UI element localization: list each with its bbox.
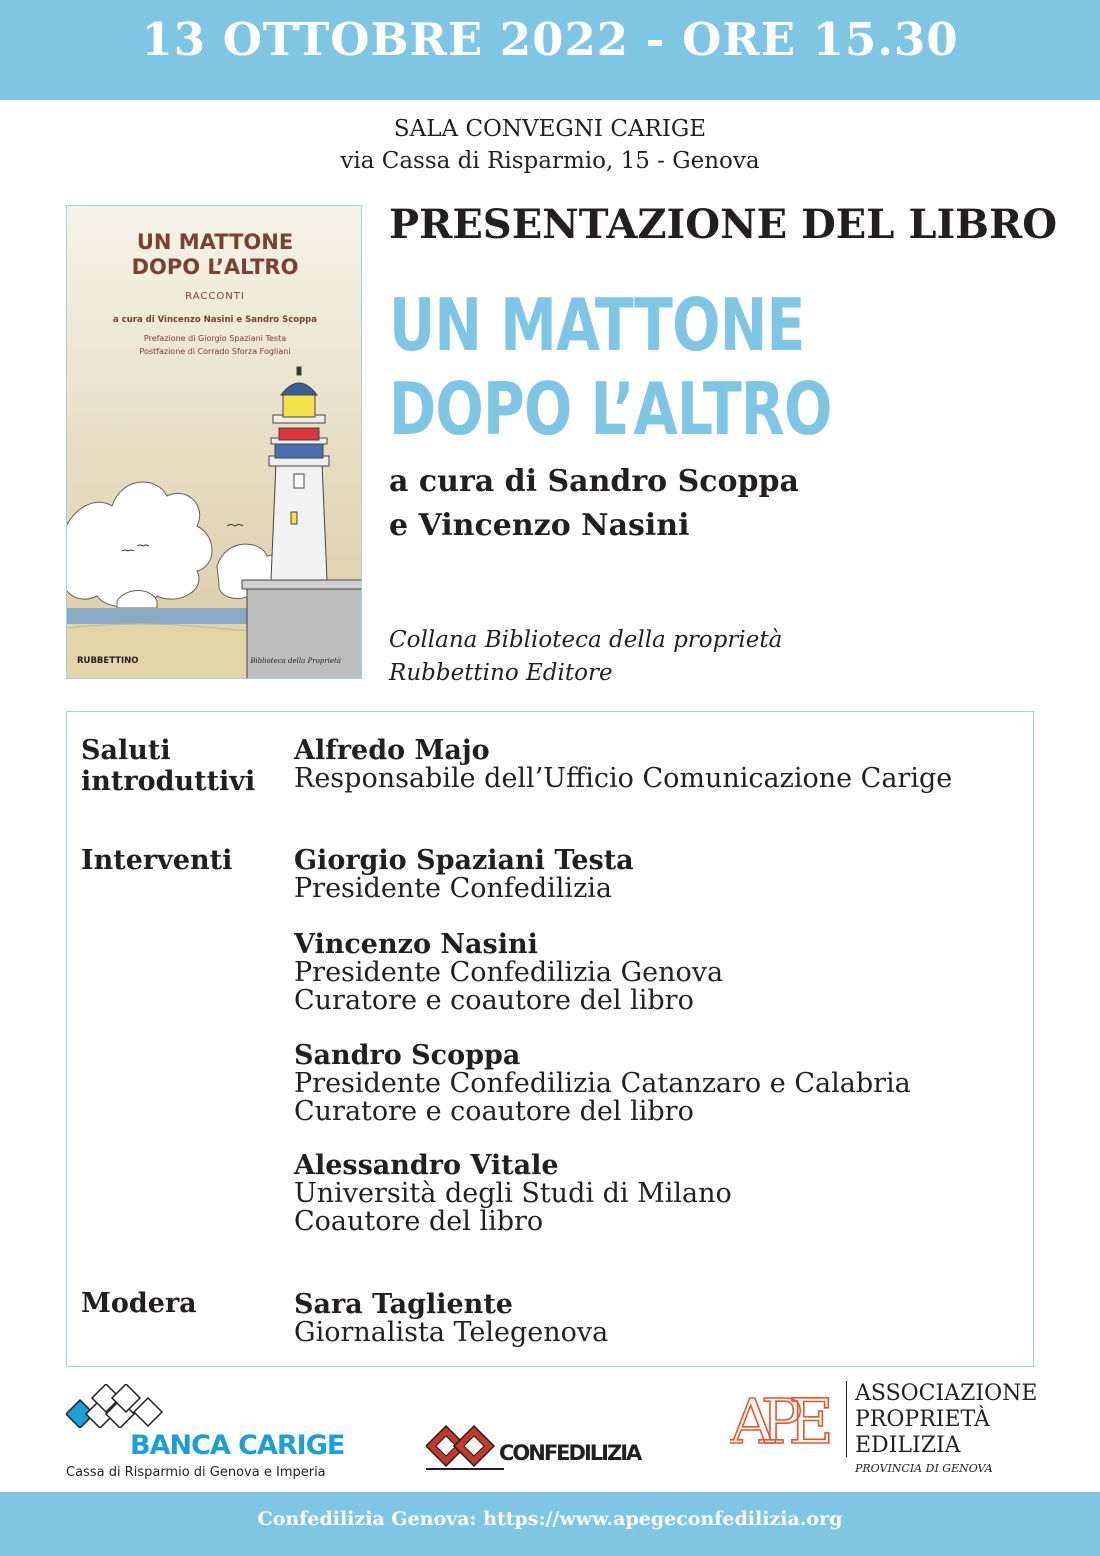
book-title — [389, 283, 832, 451]
moderator-label: Modera — [81, 1288, 197, 1319]
talks-label: Interventi — [81, 845, 233, 876]
speaker-entry — [294, 1042, 911, 1126]
footer-banner — [0, 1492, 1100, 1556]
ape-monogram: APE — [730, 1385, 820, 1451]
ape-name-line2: PROPRIETÀ — [855, 1407, 990, 1432]
event-date: 13 OTTOBRE 2022 - ORE 15.30 — [141, 13, 959, 66]
cover-title-line1: UN MATTONE — [136, 230, 294, 254]
greetings-label-line2: introduttivi — [81, 766, 256, 797]
cover-genre: RACCONTI — [185, 291, 245, 302]
speaker-entry — [294, 1152, 732, 1236]
ape-name — [855, 1381, 1037, 1459]
speaker-role: Curatore e coautore del libro — [294, 985, 694, 1016]
speaker-role: Giornalista Telegenova — [294, 1317, 609, 1348]
curators — [389, 460, 799, 548]
header-banner — [0, 0, 1100, 100]
venue — [0, 113, 1100, 177]
series-line2: Rubbettino Editore — [389, 660, 613, 686]
speaker-role: Università degli Studi di Milano — [294, 1178, 732, 1209]
speaker-role: Coautore del libro — [294, 1206, 544, 1237]
speaker-name: Alfredo Majo — [294, 735, 490, 766]
speaker-entry — [294, 931, 723, 1015]
confedilizia-logo — [426, 1421, 641, 1475]
speaker-name: Giorgio Spaziani Testa — [294, 845, 634, 876]
greetings-label-line1: Saluti — [81, 735, 171, 766]
series-info — [389, 624, 782, 690]
banca-carige-logo — [66, 1384, 345, 1480]
speaker-name: Sandro Scoppa — [294, 1040, 521, 1071]
series-line1: Collana Biblioteca della proprietà — [389, 627, 783, 653]
cover-postface: Postfazione di Corrado Sforza Fogliani — [139, 347, 291, 356]
ape-monogram-icon — [730, 1381, 840, 1451]
sponsor-logos — [0, 1376, 1100, 1488]
presentation-label: PRESENTAZIONE DEL LIBRO — [389, 201, 1058, 248]
speaker-entry — [294, 1291, 608, 1347]
carige-name: BANCA CARIGE — [130, 1430, 345, 1461]
speaker-role: Presidente Confedilizia — [294, 873, 613, 904]
speaker-entry — [294, 847, 634, 903]
venue-address: via Cassa di Risparmio, 15 - Genova — [340, 148, 760, 174]
book-title-line2: DOPO L’ALTRO — [389, 367, 832, 451]
cover-title-line2: DOPO L’ALTRO — [131, 255, 299, 279]
speaker-name: Alessandro Vitale — [294, 1150, 559, 1181]
confedilizia-name: CONFEDILIZIA — [499, 1441, 641, 1465]
venue-name: SALA CONVEGNI CARIGE — [393, 116, 707, 142]
ape-logo — [730, 1381, 1038, 1475]
ape-name-line3: EDILIZIA — [855, 1433, 961, 1458]
cover-publisher: RUBBETTINO — [77, 656, 139, 666]
speaker-role: Presidente Confedilizia Genova — [294, 957, 724, 988]
ape-name-line1: ASSOCIAZIONE — [855, 1381, 1038, 1406]
cover-series: Biblioteca della Proprietà — [250, 657, 341, 665]
speaker-name: Sara Tagliente — [294, 1289, 513, 1320]
speaker-name: Vincenzo Nasini — [294, 929, 538, 960]
book-cover — [66, 205, 362, 679]
speaker-role: Curatore e coautore del libro — [294, 1096, 694, 1127]
ape-subtitle: PROVINCIA DI GENOVA — [855, 1462, 993, 1475]
speaker-entry — [294, 737, 952, 793]
carige-subtitle: Cassa di Risparmio di Genova e Imperia — [66, 1465, 326, 1480]
book-title-line1: UN MATTONE — [389, 283, 805, 367]
greetings-label — [81, 735, 255, 797]
speaker-role: Presidente Confedilizia Catanzaro e Calabria — [294, 1068, 911, 1099]
cover-preface: Prefazione di Giorgio Spaziani Testa — [143, 334, 287, 343]
confedilizia-emblem-icon — [426, 1421, 506, 1471]
ape-divider — [846, 1381, 847, 1457]
program-box — [66, 711, 1034, 1367]
curators-line2: e Vincenzo Nasini — [389, 508, 690, 543]
footer-website[interactable]: Confedilizia Genova: https://www.apegeconfedilizia.org — [257, 1508, 843, 1530]
carige-diamonds-icon — [66, 1384, 166, 1428]
curators-line1: a cura di Sandro Scoppa — [389, 464, 799, 499]
speaker-role: Responsabile dell’Ufficio Comunicazione Carige — [294, 763, 953, 794]
cover-editors: a cura di Vincenzo Nasini e Sandro Scoppa — [113, 315, 317, 325]
